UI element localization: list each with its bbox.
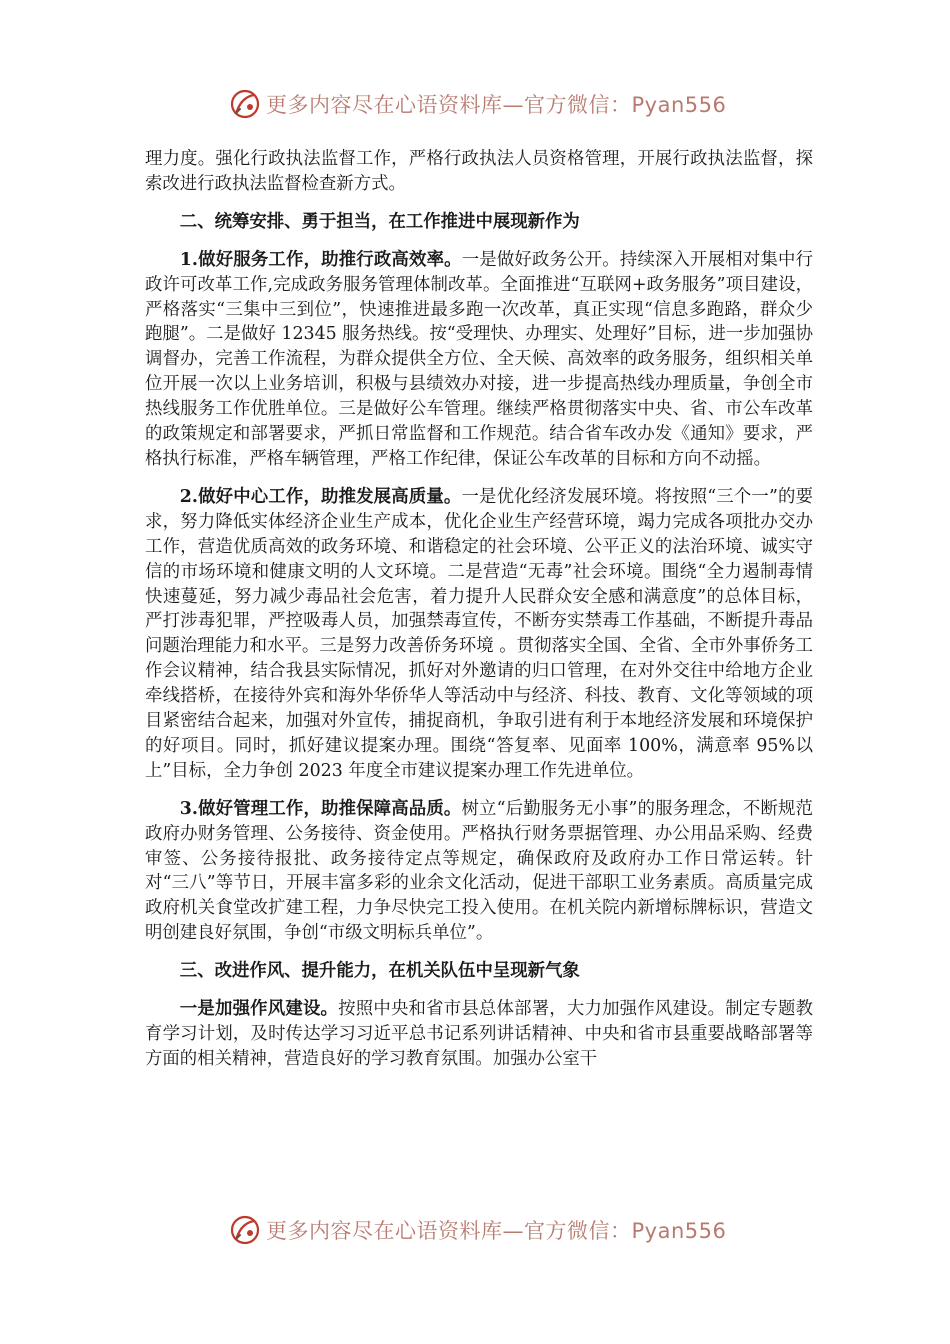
paragraph-text: 一是做好政务公开。持续深入开展相对集中行政许可改革工作,完成政务服务管理体制改革。全面推进“互联网+政务服务”项目建设，严格落实“三集中三到位”，快速推进最多跑一次改革，真正实现“信息多跑路，群众少跑腿”。二是做好 12345 服务热线。按“受理快、办理实、处理好”目标，进一步加强协调督办，完善工作流程，为群众提供全方位、全天候、高效率的政务服务，组织相关单位开展一次以上业务培训，积极与县绩效办对接，进一步提高热线办理质量，争创全市热线服务工作优胜单位。三是做好公车管理。继续严格贯彻落实中央、省、市公车改革的政策规定和部署要求，严抓日常监督和工作规范。结合省车改办发《通知》要求，严格执行标准，严格车辆管理，严格工作纪律，保证公车改革的目标和方向不动摇。 xyxy=(145,249,813,469)
paragraph-management-work xyxy=(145,797,813,946)
paragraph-lead: 一是加强作风建设。 xyxy=(179,999,339,1020)
pen-swirl-logo-icon xyxy=(228,1213,262,1247)
paragraph-continued: 理力度。强化行政执法监督工作，严格行政执法人员资格管理，开展行政执法监督，探索改进行政执法监督检查新方式。 xyxy=(145,149,813,194)
paragraph-lead: 2.做好中心工作，助推发展高质量。 xyxy=(179,486,462,507)
footer-banner xyxy=(228,1210,728,1250)
banner-text: 更多内容尽在心语资料库—官方微信：Pyan556 xyxy=(266,1219,727,1243)
pen-swirl-logo-icon xyxy=(228,87,262,121)
paragraph-service-work xyxy=(145,248,813,472)
banner-text: 更多内容尽在心语资料库—官方微信：Pyan556 xyxy=(266,93,727,117)
header-banner xyxy=(228,84,728,124)
paragraph-work-style xyxy=(145,997,813,1072)
paragraph-central-work xyxy=(145,485,813,784)
paragraph-lead: 3.做好管理工作，助推保障高品质。 xyxy=(179,798,462,819)
paragraph-text: 树立“后勤服务无小事”的服务理念，不断规范政府办财务管理、公务接待、资金使用。严格执行财务票据管理、办公用品采购、经费审签、公务接待报批、政务接待定点等规定，确保政府及政府办工作日常运转。针对“三八”等节日，开展丰富多彩的业余文化活动，促进干部职工业务素质。高质量完成政府机关食堂改扩建工程，力争尽快完工投入使用。在机关院内新增标牌标识，营造文明创建良好氛围，争创“市级文明标兵单位”。 xyxy=(145,798,813,944)
document-body xyxy=(145,147,813,1085)
paragraph-text: 一是优化经济发展环境。将按照“三个一”的要求，努力降低实体经济企业生产成本，优化企业生产经营环境，竭力完成各项批办交办工作，营造优质高效的政务环境、和谐稳定的社会环境、公平正义的法治环境、诚实守信的市场环境和健康文明的人文环境。二是营造“无毒”社会环境。围绕“全力遏制毒情快速蔓延，努力减少毒品社会危害，着力提升人民群众安全感和满意度”的总体目标，严打涉毒犯罪，严控吸毒人员，加强禁毒宣传，不断夯实禁毒工作基础，不断提升毒品问题治理能力和水平。三是努力改善侨务环境 。贯彻落实全国、全省、全市外事侨务工作会议精神，结合我县实际情况，抓好对外邀请的归口管理，在对外交往中给地方企业牵线搭桥，在接待外宾和海外华侨华人等活动中与经济、科技、教育、文化等领域的项目紧密结合起来，加强对外宣传，捕捉商机，争取引进有利于本地经济发展和环境保护的好项目。同时，抓好建议提案办理。围绕“答复率、见面率 100%，满意率 95%以上”目标，全力争创 2023 年度全市建议提案办理工作先进单位。 xyxy=(145,486,813,781)
paragraph-text: 按照中央和省市县总体部署，大力加强作风建设。制定专题教育学习计划，及时传达学习习近平总书记系列讲话精神、中央和省市县重要战略部署等方面的相关精神，营造良好的学习教育氛围。加强办公室干 xyxy=(145,999,813,1069)
paragraph-lead: 1.做好服务工作，助推行政高效率。 xyxy=(179,249,462,270)
section-heading-two: 二、统筹安排、勇于担当，在工作推进中展现新作为 xyxy=(179,211,580,232)
section-heading-three: 三、改进作风、提升能力，在机关队伍中呈现新气象 xyxy=(179,961,580,982)
